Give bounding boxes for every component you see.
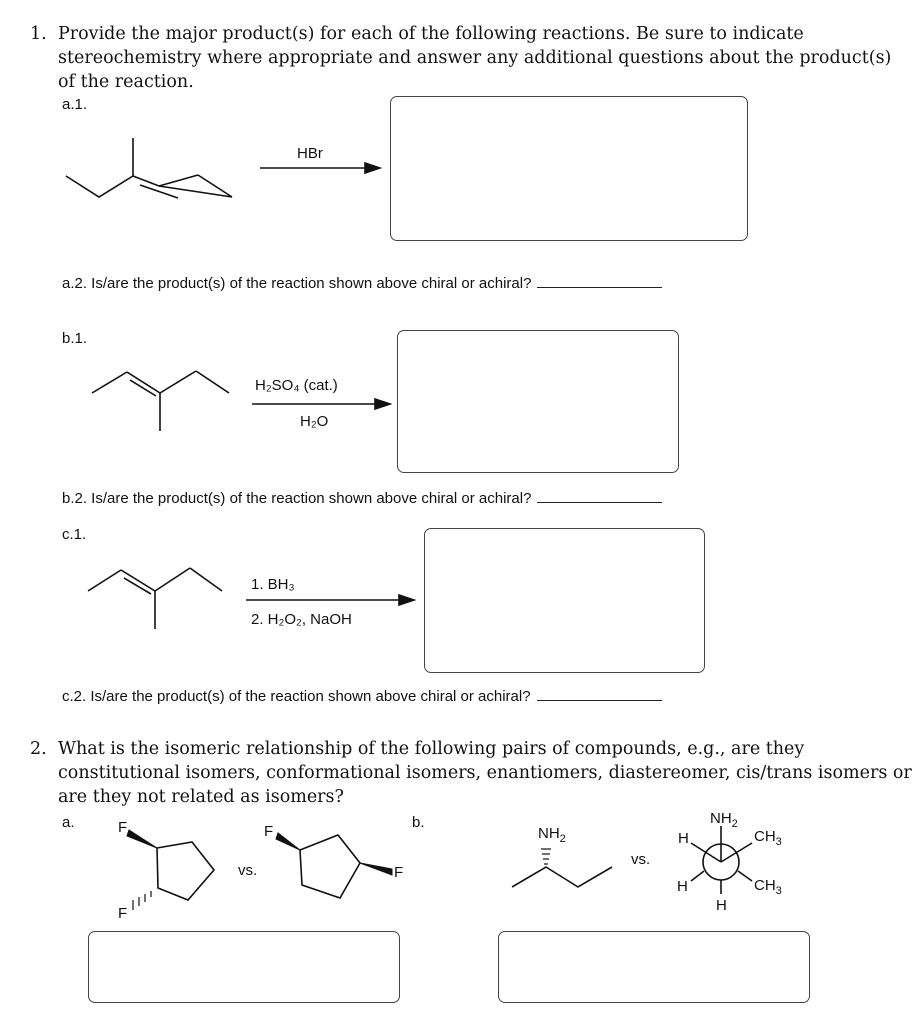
newman-h-bottom: H [716,897,727,914]
q2a-answer-box[interactable] [88,931,400,1003]
q2b-label: b. [412,814,425,831]
q2a-vs: vs. [238,862,258,879]
q2-text: What is the isomeric relationship of the following pairs of compounds, e.g., are they constitutional isomers, conformational isomers, enantiomers, diastereomer, cis/trans isomers or are they not related as isomers? [58,739,912,807]
b2-question-text: b.2. Is/are the product(s) of the reaction shown above chiral or achiral? [62,490,532,507]
a1-label: a.1. [62,96,88,113]
q1-number: 1. [30,24,47,44]
b1-reagent-bottom: H₂O [300,413,329,430]
c1-label: c.1. [62,526,87,543]
q2b-answer-box[interactable] [498,931,810,1003]
b1-label: b.1. [62,330,88,347]
newman-ch3-top-right: $CH_3$ [754,828,782,848]
q2a-left-f-bottom: F [118,905,128,922]
q2a-right-f-right: F [394,864,404,881]
c1-step2: 2. H₂O₂, NaOH [251,611,352,628]
q2a-right-f-top: F [264,823,274,840]
newman-nh2: $NH_2$ [710,810,738,830]
q2a-left-f-top: F [118,819,128,836]
b1-reagent-top: H₂SO₄ (cat.) [255,377,338,394]
a1-reagent: HBr [297,145,323,162]
c2-question-text: c.2. Is/are the product(s) of the reaction shown above chiral or achiral? [62,688,531,705]
q2b-amine-nh2: $NH_2$ [538,825,566,845]
q2b-vs: vs. [631,851,651,868]
newman-h-top-left: H [678,830,689,847]
a2-question-text: a.2. Is/are the product(s) of the reaction shown above chiral or achiral? [62,275,532,292]
q2-number: 2. [30,739,47,759]
q1-text: Provide the major product(s) for each of the following reactions. Be sure to indicate stereochemistry where appropriate and answer any additional questions about the product(s) of the reaction. [58,24,892,92]
newman-ch3-bottom-right: $CH_3$ [754,877,782,897]
c1-step1: 1. BH₃ [251,576,295,593]
q2a-label: a. [62,814,75,831]
newman-h-bottom-left: H [677,878,688,895]
